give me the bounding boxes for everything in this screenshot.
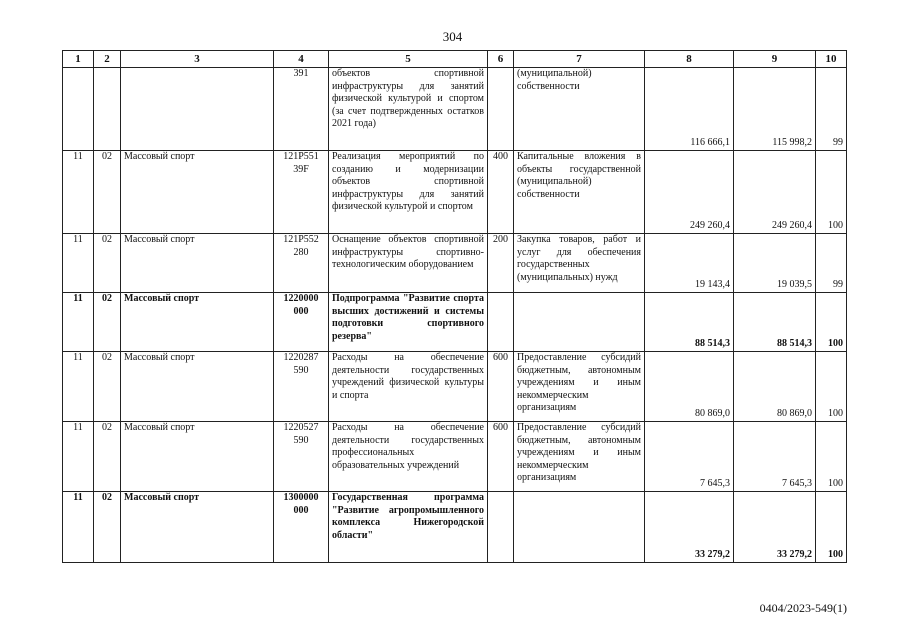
target-article-code: 1220000 000 [274,293,329,352]
section-code [63,68,94,151]
execution-percent: 100 [816,422,847,492]
executed-amount: 33 279,2 [734,492,816,563]
subsection-name: Массовый спорт [121,422,274,492]
header-cell: 5 [329,51,488,68]
subsection-name: Массовый спорт [121,234,274,293]
target-article-code: 1220527 590 [274,422,329,492]
header-cell: 10 [816,51,847,68]
header-cell: 7 [514,51,645,68]
planned-amount: 19 143,4 [645,234,734,293]
planned-amount: 88 514,3 [645,293,734,352]
expense-type-code [488,293,514,352]
subsection-code: 02 [94,352,121,422]
section-code: 11 [63,293,94,352]
execution-percent: 100 [816,151,847,234]
header-cell: 9 [734,51,816,68]
target-article-name: Расходы на обеспечение деятельности государственных учреждений физической культуры и спорта [329,352,488,422]
table-row [63,293,847,352]
expense-type-name [514,492,645,563]
execution-percent: 100 [816,293,847,352]
subsection-code: 02 [94,293,121,352]
subsection-code: 02 [94,422,121,492]
executed-amount: 115 998,2 [734,68,816,151]
planned-amount: 33 279,2 [645,492,734,563]
execution-percent: 100 [816,352,847,422]
expense-type-code [488,68,514,151]
executed-amount: 19 039,5 [734,234,816,293]
planned-amount: 116 666,1 [645,68,734,151]
target-article-name: Расходы на обеспечение деятельности государственных профессиональных образовательных учреждений [329,422,488,492]
table-row [63,492,847,563]
planned-amount: 249 260,4 [645,151,734,234]
header-row [63,51,847,68]
target-article-name: Реализация мероприятий по созданию и модернизации объектов спортивной инфраструктуры для занятий физической культурой и спортом [329,151,488,234]
header-cell: 4 [274,51,329,68]
target-article-code: 121P552 280 [274,234,329,293]
target-article-name: Оснащение объектов спортивной инфраструктуры спортивно-технологическим оборудованием [329,234,488,293]
execution-percent: 99 [816,68,847,151]
expense-type-code: 600 [488,352,514,422]
subsection-code: 02 [94,234,121,293]
expense-type-name: Предоставление субсидий бюджетным, автономным учреждениям и иным некоммерческим организациям [514,422,645,492]
subsection-name: Массовый спорт [121,492,274,563]
executed-amount: 88 514,3 [734,293,816,352]
subsection-name: Массовый спорт [121,151,274,234]
header-cell: 3 [121,51,274,68]
table-row [63,151,847,234]
section-code: 11 [63,352,94,422]
section-code: 11 [63,234,94,293]
header-cell: 2 [94,51,121,68]
target-article-code: 1300000 000 [274,492,329,563]
target-article-code: 121P551 39F [274,151,329,234]
expense-type-name: Закупка товаров, работ и услуг для обеспечения государственных (муниципальных) нужд [514,234,645,293]
subsection-name: Массовый спорт [121,352,274,422]
target-article-name: Государственная программа "Развитие агропромышленного комплекса Нижегородской области" [329,492,488,563]
subsection-code: 02 [94,492,121,563]
section-code: 11 [63,422,94,492]
expense-type-code: 200 [488,234,514,293]
subsection-code: 02 [94,151,121,234]
expense-type-code: 400 [488,151,514,234]
target-article-name: объектов спортивной инфраструктуры для занятий физической культурой и спортом (за счет подтвержденных остатков 2021 года) [329,68,488,151]
page-number: 304 [442,29,463,44]
target-article-code: 1220287 590 [274,352,329,422]
expense-type-code: 600 [488,422,514,492]
expense-type-code [488,492,514,563]
section-code: 11 [63,151,94,234]
section-code: 11 [63,492,94,563]
budget-table [62,50,847,563]
header-cell: 6 [488,51,514,68]
executed-amount: 80 869,0 [734,352,816,422]
expense-type-name [514,293,645,352]
planned-amount: 80 869,0 [645,352,734,422]
target-article-code: 391 [274,68,329,151]
table-row [63,422,847,492]
expense-type-name: (муниципальной) собственности [514,68,645,151]
document-code: 0404/2023-549(1) [759,601,847,615]
header-cell: 1 [63,51,94,68]
expense-type-name: Капитальные вложения в объекты государственной (муниципальной) собственности [514,151,645,234]
table-row [63,68,847,151]
target-article-name: Подпрограмма "Развитие спорта высших достижений и системы подготовки спортивного резерва" [329,293,488,352]
executed-amount: 7 645,3 [734,422,816,492]
execution-percent: 99 [816,234,847,293]
header-cell: 8 [645,51,734,68]
planned-amount: 7 645,3 [645,422,734,492]
execution-percent: 100 [816,492,847,563]
subsection-code [94,68,121,151]
subsection-name [121,68,274,151]
expense-type-name: Предоставление субсидий бюджетным, автономным учреждениям и иным некоммерческим организациям [514,352,645,422]
subsection-name: Массовый спорт [121,293,274,352]
executed-amount: 249 260,4 [734,151,816,234]
table-row [63,234,847,293]
table-row [63,352,847,422]
